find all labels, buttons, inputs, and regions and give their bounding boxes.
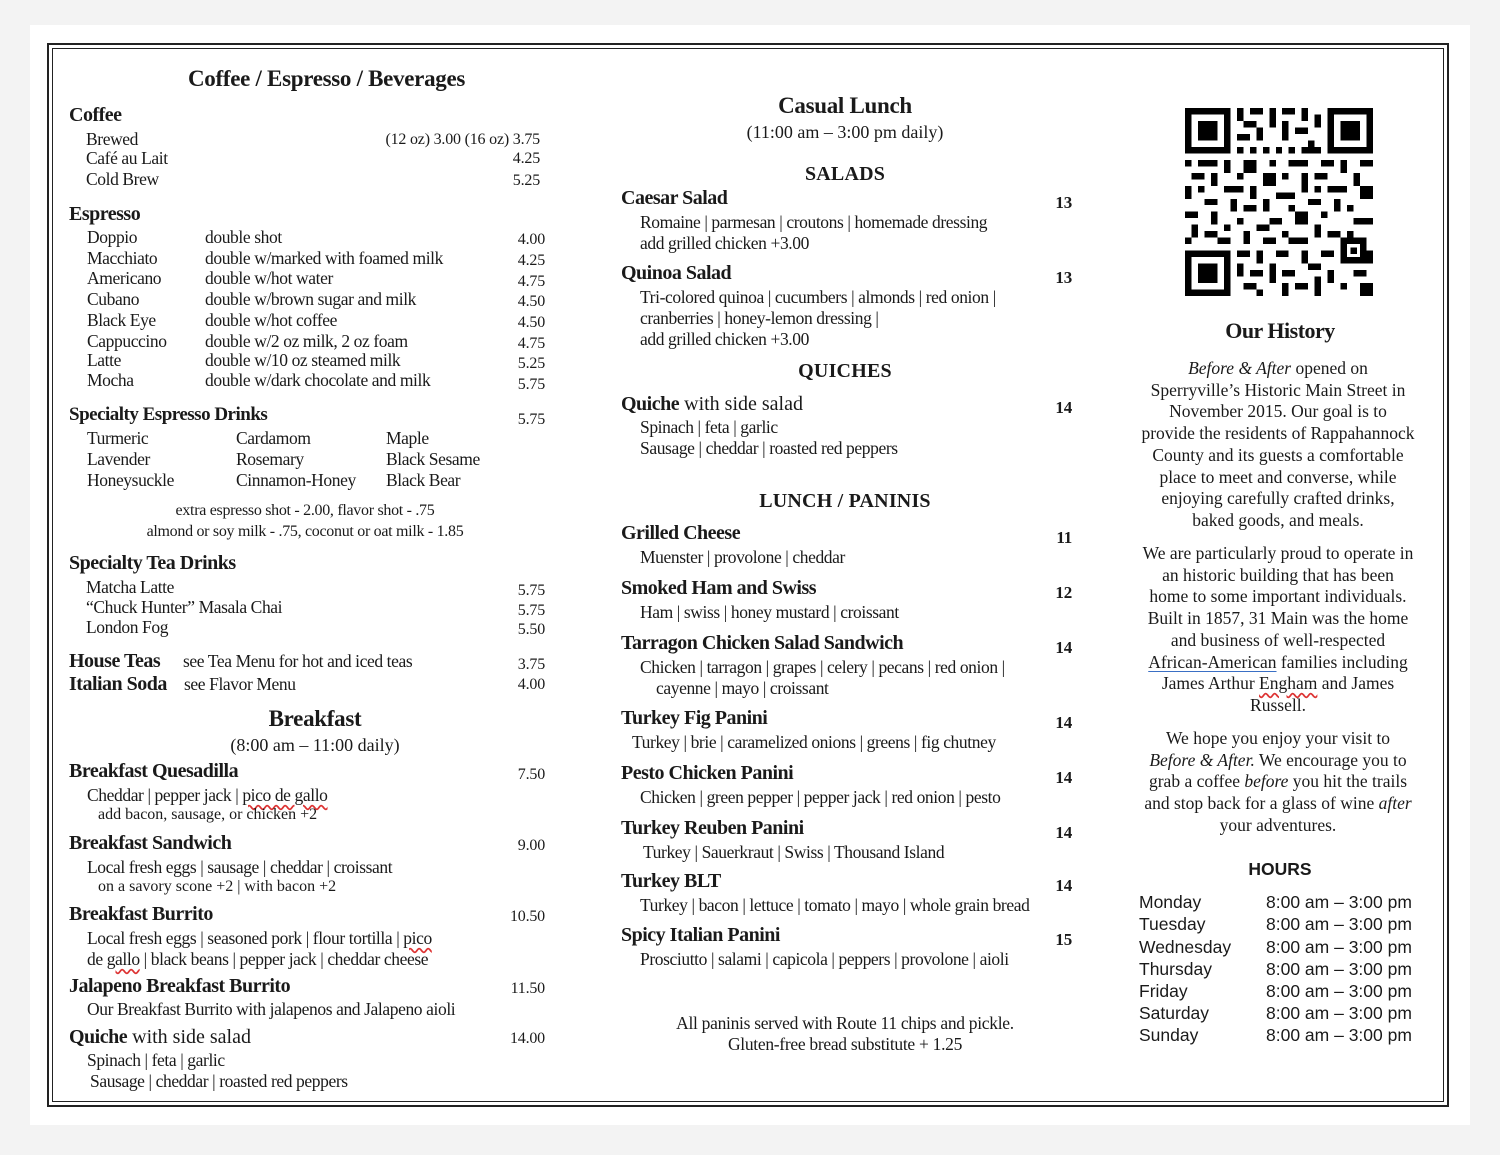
- panini-name: Spicy Italian Panini: [621, 924, 780, 946]
- panini-price: 14: [1055, 713, 1072, 732]
- coffee-item-price: (12 oz) 3.00 (16 oz) 3.75: [385, 131, 540, 148]
- salad-price: 13: [1055, 268, 1072, 287]
- breakfast-item-desc: Spinach | feta | garlic: [87, 1050, 225, 1070]
- history-paragraph-1: Before & After opened on Sperryville’s Historic Main Street in November 2015. Our goal is to provide the residents of Rappahannock County and its guests a comfortable place to meet and converse, while enjoying carefully crafted drinks, baked goods, and meals.: [1141, 358, 1415, 530]
- breakfast-item-name: Breakfast Burrito: [69, 903, 213, 925]
- panini-price: 14: [1055, 823, 1072, 842]
- hours-time: 8:00 am – 3:00 pm: [1266, 892, 1412, 912]
- salad-addon: add grilled chicken +3.00: [640, 329, 809, 349]
- hours-time: 8:00 am – 3:00 pm: [1266, 937, 1412, 957]
- espresso-item-name: Cappuccino: [87, 331, 167, 351]
- breakfast-item-name: Jalapeno Breakfast Burrito: [69, 975, 291, 997]
- coffee-item-name: Café au Lait: [86, 148, 168, 168]
- salad-name: Quinoa Salad: [621, 262, 732, 284]
- quiche-name: Quiche with side salad: [621, 393, 803, 415]
- panini-price: 14: [1055, 768, 1072, 787]
- breakfast-item-price: 10.50: [509, 908, 545, 925]
- espresso-item-desc: double w/10 oz steamed milk: [205, 350, 401, 370]
- panini-price: 14: [1055, 638, 1072, 657]
- flavor-item: Honeysuckle: [87, 470, 174, 490]
- espresso-item-name: Cubano: [87, 289, 140, 309]
- breakfast-item-price: 7.50: [517, 766, 545, 783]
- espresso-item-name: Doppio: [87, 227, 138, 247]
- flavor-item: Turmeric: [87, 428, 149, 448]
- specialty-espresso-heading: Specialty Espresso Drinks: [69, 404, 268, 425]
- panini-name: Turkey Reuben Panini: [621, 817, 804, 839]
- flavor-item: Cinnamon-Honey: [236, 470, 356, 490]
- flavor-item: Maple: [386, 428, 429, 448]
- tea-item-price: 5.75: [517, 602, 545, 619]
- coffee-item-name: Brewed: [86, 129, 139, 149]
- hours-title: HOURS: [1248, 859, 1312, 879]
- panini-footer-gluten-free: Gluten-free bread substitute + 1.25: [727, 1034, 963, 1054]
- espresso-item-price: 4.50: [517, 293, 545, 310]
- paninis-heading: LUNCH / PANINIS: [759, 490, 931, 512]
- house-teas-price: 3.75: [517, 656, 545, 673]
- coffee-item-name: Cold Brew: [86, 169, 159, 189]
- flavor-item: Black Sesame: [386, 449, 480, 469]
- tea-item-price: 5.75: [517, 582, 545, 599]
- specialty-tea-heading: Specialty Tea Drinks: [69, 552, 236, 574]
- breakfast-title: Breakfast: [268, 706, 362, 731]
- espresso-item-price: 4.50: [517, 314, 545, 331]
- hours-time: 8:00 am – 3:00 pm: [1266, 914, 1412, 934]
- hours-time: 8:00 am – 3:00 pm: [1266, 1025, 1412, 1045]
- hours-day: Sunday: [1139, 1025, 1199, 1045]
- espresso-item-name: Mocha: [87, 370, 134, 390]
- tea-item-name: Matcha Latte: [86, 577, 174, 597]
- lunch-title: Casual Lunch: [778, 93, 912, 118]
- espresso-heading: Espresso: [69, 203, 141, 225]
- espresso-item-desc: double w/hot coffee: [205, 310, 338, 330]
- milk-options-note: almond or soy milk - .75, coconut or oat milk - 1.85: [146, 523, 464, 540]
- house-teas-desc: see Tea Menu for hot and iced teas: [183, 651, 413, 671]
- flavor-item: Cardamom: [236, 428, 311, 448]
- espresso-item-desc: double w/brown sugar and milk: [205, 289, 417, 309]
- espresso-item-price: 5.75: [517, 376, 545, 393]
- espresso-item-name: Black Eye: [87, 310, 156, 330]
- espresso-item-desc: double w/hot water: [205, 268, 333, 288]
- tea-item-price: 5.50: [517, 621, 545, 638]
- espresso-item-price: 4.00: [517, 231, 545, 248]
- breakfast-item-desc: de gallo | black beans | pepper jack | cheddar cheese: [87, 949, 429, 969]
- hours-day: Monday: [1139, 892, 1202, 912]
- italian-soda-desc: see Flavor Menu: [184, 674, 296, 694]
- coffee-heading: Coffee: [69, 104, 122, 126]
- history-paragraph-3: We hope you enjoy your visit to Before & After. We encourage you to grab a coffee before you hit the trails and stop back for a glass of wine after your adventures.: [1144, 728, 1412, 835]
- panini-name: Turkey BLT: [621, 870, 721, 892]
- breakfast-item-name: Quiche with side salad: [69, 1026, 251, 1048]
- panini-name: Smoked Ham and Swiss: [621, 577, 817, 599]
- panini-name: Pesto Chicken Panini: [621, 762, 794, 784]
- coffee-section-title: Coffee / Espresso / Beverages: [188, 66, 466, 91]
- breakfast-item-name: Breakfast Quesadilla: [69, 760, 239, 782]
- panini-name: Grilled Cheese: [621, 522, 741, 544]
- panini-desc: Turkey | brie | caramelized onions | greens | fig chutney: [632, 732, 996, 752]
- breakfast-item-price: 11.50: [510, 980, 545, 997]
- espresso-item-price: 4.25: [517, 252, 545, 269]
- espresso-item-price: 4.75: [517, 273, 545, 290]
- italian-soda-name: Italian Soda: [69, 673, 167, 695]
- panini-price: 11: [1056, 528, 1072, 547]
- espresso-extras-note: extra espresso shot - 2.00, flavor shot - .75: [175, 502, 435, 519]
- flavor-item: Black Bear: [386, 470, 461, 490]
- hours-day: Thursday: [1139, 959, 1212, 979]
- quiches-heading: QUICHES: [798, 360, 892, 382]
- coffee-item-price: 5.25: [512, 172, 540, 189]
- tea-item-name: “Chuck Hunter” Masala Chai: [86, 597, 283, 617]
- quiche-price: 14: [1055, 398, 1072, 417]
- quiche-desc: Sausage | cheddar | roasted red peppers: [640, 438, 898, 458]
- espresso-item-name: Latte: [87, 350, 121, 370]
- espresso-item-name: Americano: [87, 268, 162, 288]
- espresso-item-name: Macchiato: [87, 248, 158, 268]
- panini-name: Turkey Fig Panini: [621, 707, 768, 729]
- quiche-desc: Spinach | feta | garlic: [640, 417, 778, 437]
- hours-time: 8:00 am – 3:00 pm: [1266, 1003, 1412, 1023]
- house-teas-name: House Teas: [69, 650, 161, 672]
- espresso-item-desc: double w/2 oz milk, 2 oz foam: [205, 331, 408, 351]
- hours-time: 8:00 am – 3:00 pm: [1266, 959, 1412, 979]
- hours-day: Saturday: [1139, 1003, 1210, 1023]
- breakfast-item-name: Breakfast Sandwich: [69, 832, 232, 854]
- breakfast-item-desc: Sausage | cheddar | roasted red peppers: [90, 1071, 348, 1091]
- espresso-item-desc: double shot: [205, 227, 282, 247]
- panini-footer-chips: All paninis served with Route 11 chips and pickle.: [676, 1013, 1014, 1033]
- salad-desc: Tri-colored quinoa | cucumbers | almonds | red onion |: [640, 287, 996, 307]
- espresso-item-desc: double w/marked with foamed milk: [205, 248, 443, 268]
- specialty-espresso-price: 5.75: [517, 411, 545, 428]
- salad-desc: cranberries | honey-lemon dressing |: [640, 308, 879, 328]
- flavor-item: Lavender: [87, 449, 150, 469]
- tea-item-name: London Fog: [86, 617, 169, 637]
- salads-heading: SALADS: [804, 163, 886, 185]
- breakfast-item-desc: Cheddar | pepper jack | pico de gallo: [87, 785, 328, 805]
- qr-code-icon: [1185, 108, 1373, 296]
- hours-day: Friday: [1139, 981, 1188, 1001]
- breakfast-item-price: 14.00: [509, 1030, 545, 1047]
- breakfast-item-addon: on a savory scone +2 | with bacon +2: [98, 878, 337, 895]
- panini-price: 12: [1055, 583, 1072, 602]
- panini-desc: Muenster | provolone | cheddar: [640, 547, 845, 567]
- panini-desc: Prosciutto | salami | capicola | peppers | provolone | aioli: [640, 949, 1009, 969]
- salad-addon: add grilled chicken +3.00: [640, 233, 809, 253]
- espresso-item-desc: double w/dark chocolate and milk: [205, 370, 431, 390]
- hours-day: Tuesday: [1139, 914, 1206, 934]
- panini-desc: Turkey | bacon | lettuce | tomato | mayo | whole grain bread: [640, 895, 1030, 915]
- history-paragraph-2: We are particularly proud to operate in an historic building that has been home to some important individuals. Built in 1857, 31 Main was the home and business of well-respected African-American families including James Arthur Engham and James Russell.: [1142, 543, 1414, 715]
- flavor-item: Rosemary: [236, 449, 304, 469]
- salad-desc: Romaine | parmesan | croutons | homemade dressing: [640, 212, 988, 232]
- breakfast-item-desc: Local fresh eggs | sausage | cheddar | croissant: [87, 857, 393, 877]
- salad-name: Caesar Salad: [621, 187, 728, 209]
- panini-desc: cayenne | mayo | croissant: [656, 678, 829, 698]
- espresso-item-price: 5.25: [517, 355, 545, 372]
- breakfast-item-addon: add bacon, sausage, or chicken +2: [98, 806, 318, 823]
- hours-day: Wednesday: [1139, 937, 1232, 957]
- italian-soda-price: 4.00: [517, 676, 545, 693]
- breakfast-item-desc: Local fresh eggs | seasoned pork | flour tortilla | pico: [87, 928, 432, 948]
- hours-time: 8:00 am – 3:00 pm: [1266, 981, 1412, 1001]
- breakfast-item-desc: Our Breakfast Burrito with jalapenos and Jalapeno aioli: [87, 999, 456, 1019]
- panini-price: 15: [1055, 930, 1072, 949]
- panini-desc: Chicken | tarragon | grapes | celery | pecans | red onion |: [640, 657, 1005, 677]
- panini-desc: Turkey | Sauerkraut | Swiss | Thousand Island: [643, 842, 945, 862]
- panini-desc: Ham | swiss | honey mustard | croissant: [640, 602, 899, 622]
- breakfast-hours: (8:00 am – 11:00 daily): [230, 735, 400, 755]
- panini-price: 14: [1055, 876, 1072, 895]
- panini-desc: Chicken | green pepper | pepper jack | red onion | pesto: [640, 787, 1001, 807]
- breakfast-item-price: 9.00: [517, 837, 545, 854]
- history-title: Our History: [1225, 318, 1335, 343]
- coffee-item-price: 4.25: [512, 150, 540, 167]
- panini-name: Tarragon Chicken Salad Sandwich: [621, 632, 904, 654]
- lunch-hours: (11:00 am – 3:00 pm daily): [746, 122, 944, 142]
- salad-price: 13: [1055, 193, 1072, 212]
- espresso-item-price: 4.75: [517, 335, 545, 352]
